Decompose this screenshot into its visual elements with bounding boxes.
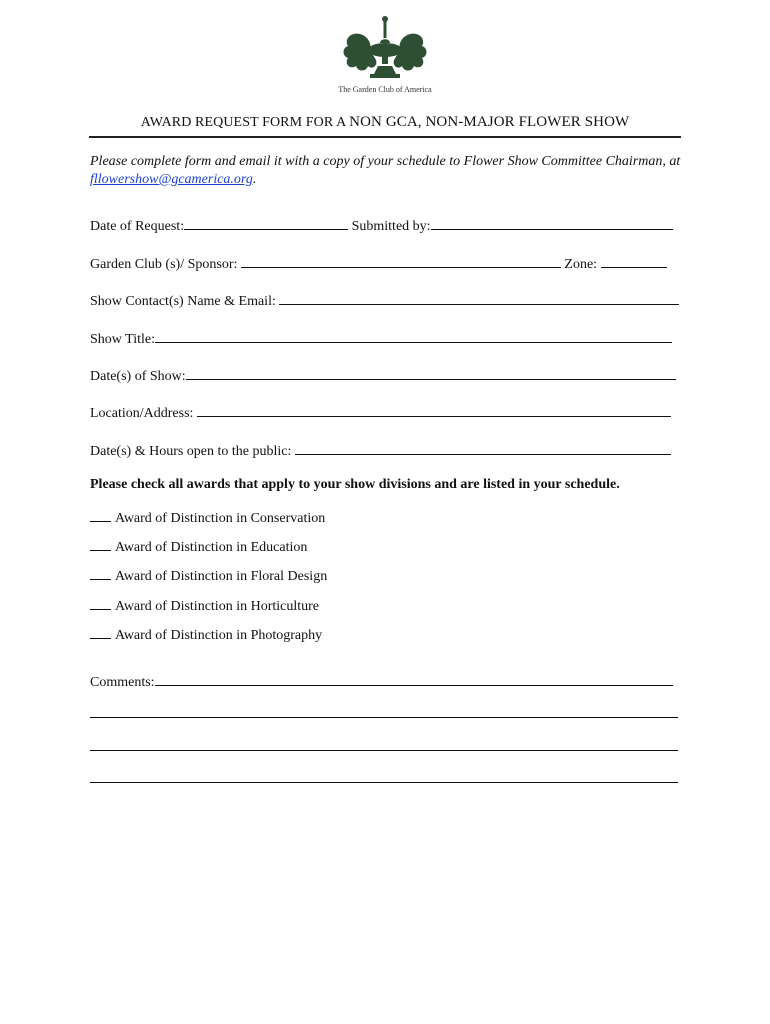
award-label: Award of Distinction in Conservation <box>115 511 326 526</box>
award-checkbox-conservation[interactable] <box>90 509 111 522</box>
logo-caption: The Garden Club of America <box>338 85 432 94</box>
awards-heading: Please check all awards that apply to your show divisions and are listed in your schedule. <box>90 477 620 492</box>
comments-line-2[interactable] <box>90 717 678 718</box>
show-title-label: Show Title: <box>90 332 155 347</box>
form-title <box>90 114 680 131</box>
instructions-end: . <box>252 172 257 187</box>
comments-field[interactable] <box>155 671 673 686</box>
location-field[interactable] <box>197 402 671 417</box>
award-option <box>90 626 322 644</box>
row-dates-of-show <box>90 365 676 383</box>
submitted-by-label: Submitted by: <box>351 219 431 234</box>
show-title-field[interactable] <box>155 328 672 343</box>
row-date-submitted <box>90 215 673 233</box>
instructions <box>90 153 690 189</box>
comments-line-3[interactable] <box>90 750 678 751</box>
comments-label: Comments: <box>90 675 155 690</box>
submitted-by-field[interactable] <box>431 215 673 230</box>
comments-line-4[interactable] <box>90 782 678 783</box>
award-checkbox-education[interactable] <box>90 538 111 551</box>
date-of-request-label: Date of Request: <box>90 219 185 234</box>
award-checkbox-floral-design[interactable] <box>90 567 111 580</box>
date-of-request-field[interactable] <box>184 215 348 230</box>
row-comments <box>90 671 673 689</box>
garden-club-field[interactable] <box>241 253 561 268</box>
award-checkbox-horticulture[interactable] <box>90 597 111 610</box>
award-label: Award of Distinction in Photography <box>115 628 323 643</box>
award-checkbox-photography[interactable] <box>90 626 111 639</box>
row-location <box>90 402 671 420</box>
instructions-text: Please complete form and email it with a copy of your schedule to Flower Show Committee Chairman, at <box>90 154 681 169</box>
award-option <box>90 509 325 527</box>
award-option <box>90 597 319 615</box>
dates-of-show-field[interactable] <box>186 365 676 380</box>
award-option <box>90 538 307 556</box>
title-part-1: AWARD REQUEST FORM FOR A <box>140 115 350 130</box>
hours-open-field[interactable] <box>295 440 671 455</box>
garden-club-label: Garden Club (s)/ Sponsor: <box>90 257 238 272</box>
lamp-leaves-icon <box>340 14 430 84</box>
zone-field[interactable] <box>601 253 667 268</box>
row-hours-open <box>90 440 671 458</box>
location-label: Location/Address: <box>90 406 194 421</box>
row-show-contact <box>90 290 679 308</box>
award-label: Award of Distinction in Floral Design <box>115 569 328 584</box>
award-label: Award of Distinction in Education <box>115 540 308 555</box>
gca-logo <box>335 14 435 94</box>
award-option <box>90 567 327 585</box>
award-label: Award of Distinction in Horticulture <box>115 599 320 614</box>
row-show-title <box>90 328 672 346</box>
row-garden-club <box>90 253 667 271</box>
show-contact-field[interactable] <box>279 290 679 305</box>
title-part-2: NON GCA, NON-MAJOR FLOWER SHOW <box>349 114 630 130</box>
title-rule <box>89 136 681 138</box>
email-link[interactable]: fllowershow@gcamerica.org <box>90 172 253 187</box>
hours-open-label: Date(s) & Hours open to the public: <box>90 444 292 459</box>
zone-label: Zone: <box>564 257 598 272</box>
dates-of-show-label: Date(s) of Show: <box>90 369 186 384</box>
show-contact-label: Show Contact(s) Name & Email: <box>90 294 276 309</box>
